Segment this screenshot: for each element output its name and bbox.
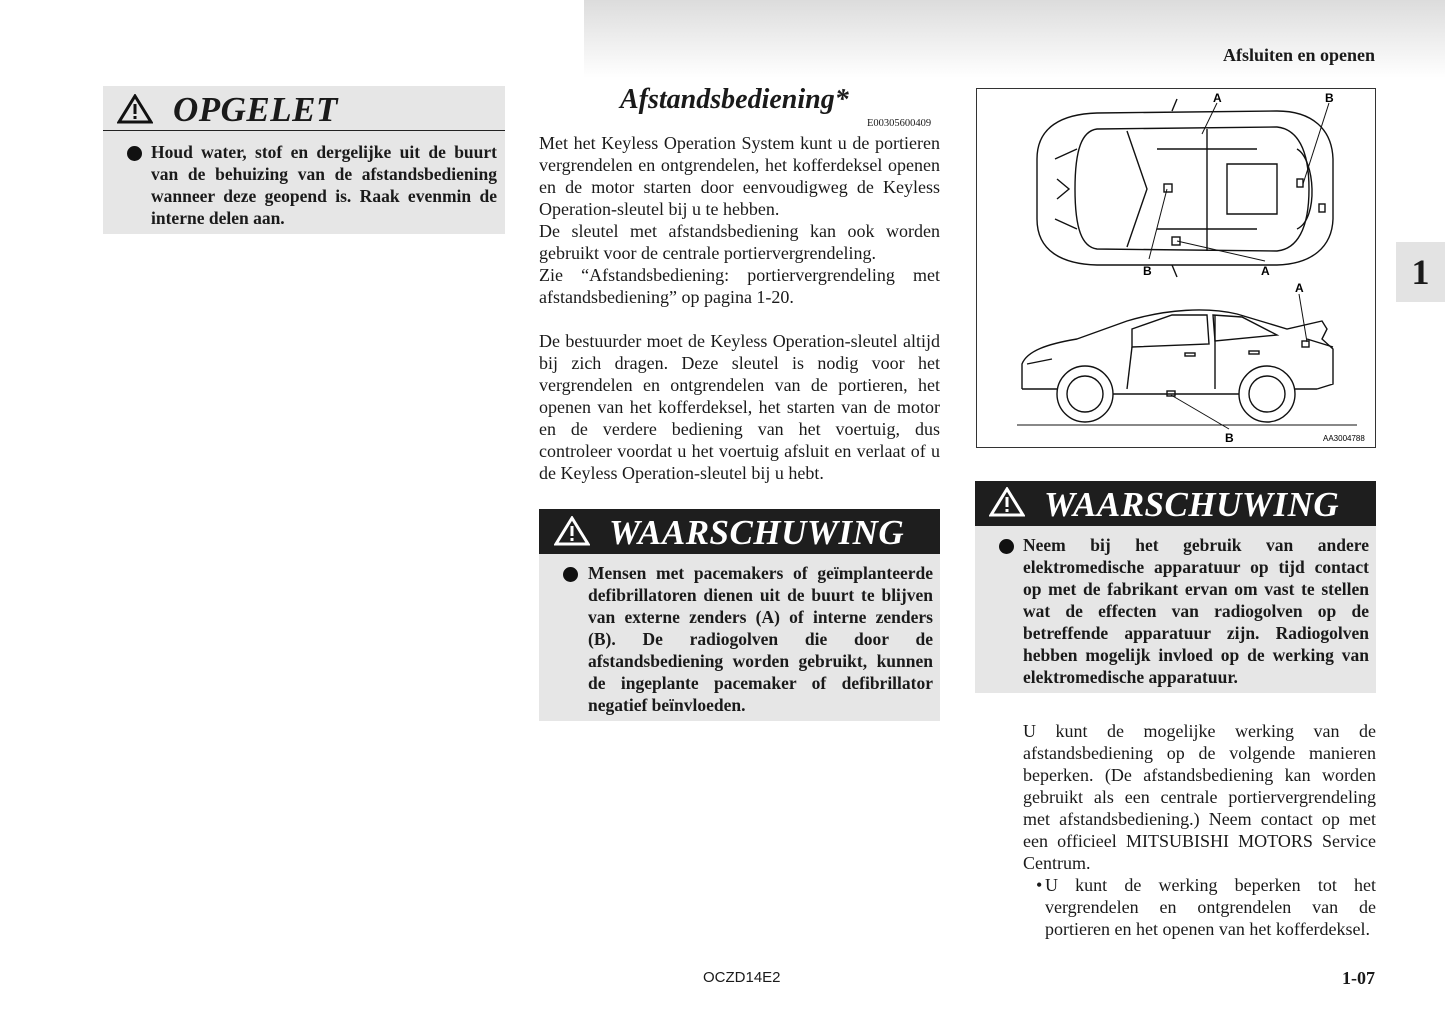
warning-triangle-icon	[117, 94, 153, 124]
right-paragraph: U kunt de mogelijke werking van de afstandsbediening op de volgende manieren beperken. (De afstandsbediening kan worden gebruikt als een centrale portiervergrendeling met afstandsbediening.) Neem contact op met een officieel MITSUBISHI MOTORS Service Centrum.	[1023, 721, 1376, 873]
footer-code: OCZD14E2	[703, 969, 781, 986]
page-heading: Afstandsbediening*	[620, 84, 849, 115]
main-paragraph-3: Zie “Afstandsbediening: portiervergrendeling met afstandsbediening” op pagina 1-20.	[539, 265, 940, 307]
diagram-code: AA3004788	[1323, 434, 1365, 443]
main-paragraph-1: Met het Keyless Operation System kunt u de portieren vergrendelen en ontgrendelen, het kofferdeksel openen en de motor starten door eenvoudigweg de Keyless Operation-sleutel bij u te hebben.	[539, 133, 940, 219]
caution-item	[103, 131, 505, 229]
section-code: E00305600409	[867, 118, 932, 129]
warning-item-1	[539, 554, 940, 716]
bullet-dot-icon	[127, 146, 142, 161]
car-top-view	[1037, 99, 1333, 277]
bullet-dot-icon	[999, 539, 1014, 554]
warning-triangle-icon	[554, 516, 590, 546]
caution-box	[103, 86, 505, 234]
page-number: 1-07	[1342, 968, 1375, 988]
chapter-tab[interactable]: 1	[1396, 242, 1445, 302]
car-diagram	[976, 88, 1376, 448]
label-b-top: B	[1325, 91, 1334, 105]
warning-triangle-icon	[989, 487, 1025, 517]
warning-title-1: WAARSCHUWING	[609, 513, 905, 552]
main-paragraph-2: De sleutel met afstandsbediening kan ook worden gebruikt voor de centrale portiervergrendeling.	[539, 221, 940, 263]
right-bullet-text: U kunt de werking beperken tot het vergrendelen en ontgrendelen van de portieren en het openen van het kofferdeksel.	[1045, 875, 1376, 939]
label-b-side: B	[1225, 431, 1234, 445]
caution-header	[103, 86, 505, 131]
warning-box-2	[975, 481, 1376, 693]
header-band	[584, 0, 1445, 78]
warning-header-2	[975, 481, 1376, 526]
main-text	[539, 132, 940, 484]
label-a-right: A	[1261, 264, 1270, 278]
warning-header-1	[539, 509, 940, 554]
main-paragraph-4: De bestuurder moet de Keyless Operation-sleutel altijd bij zich dragen. Deze sleutel is nodig voor het vergrendelen en ontgrendelen van de portieren, het openen van het kofferdeksel, het starten van de motor en de verdere bediening van het voertuig, dus controleer voordat u het voertuig afsluit en verlaat of u de Keyless Operation-sleutel bij u hebt.	[539, 331, 940, 483]
caution-title: OPGELET	[173, 90, 338, 129]
warning-title-2: WAARSCHUWING	[1044, 485, 1340, 524]
warning-box-1	[539, 509, 940, 721]
right-bullet-item	[1023, 874, 1376, 940]
caution-text: Houd water, stof en dergelijke uit de buurt van de behuizing van de afstandsbediening wanneer deze geopend is. Raak evenmin de interne delen aan.	[151, 142, 497, 228]
bullet-dot-icon	[563, 567, 578, 582]
label-a-top: A	[1213, 91, 1222, 105]
car-side-view	[1017, 310, 1357, 425]
section-title: Afsluiten en openen	[1222, 45, 1375, 65]
bullet-mark: •	[1036, 875, 1043, 895]
car-illustration	[977, 89, 1375, 447]
label-a-side: A	[1295, 281, 1304, 295]
label-b-left: B	[1143, 264, 1152, 278]
warning-text-1: Mensen met pacemakers of geïmplanteerde defibrillatoren dienen uit de buurt te blijven van externe zenders (A) of interne zenders (B). De radiogolven die door de afstandsbediening worden gebruikt, kunnen de ingeplante pacemaker of defibrillator negatief beïnvloeden.	[588, 563, 933, 715]
warning-item-2	[975, 526, 1376, 688]
right-text	[1023, 720, 1376, 940]
warning-text-2: Neem bij het gebruik van andere elektromedische apparatuur op tijd contact op met de fabrikant ervan om vast te stellen wat de effecten van radiogolven op de betreffende apparatuur zijn. Radiogolven hebben mogelijk invloed op de werking van elektromedische apparatuur.	[1023, 535, 1369, 687]
